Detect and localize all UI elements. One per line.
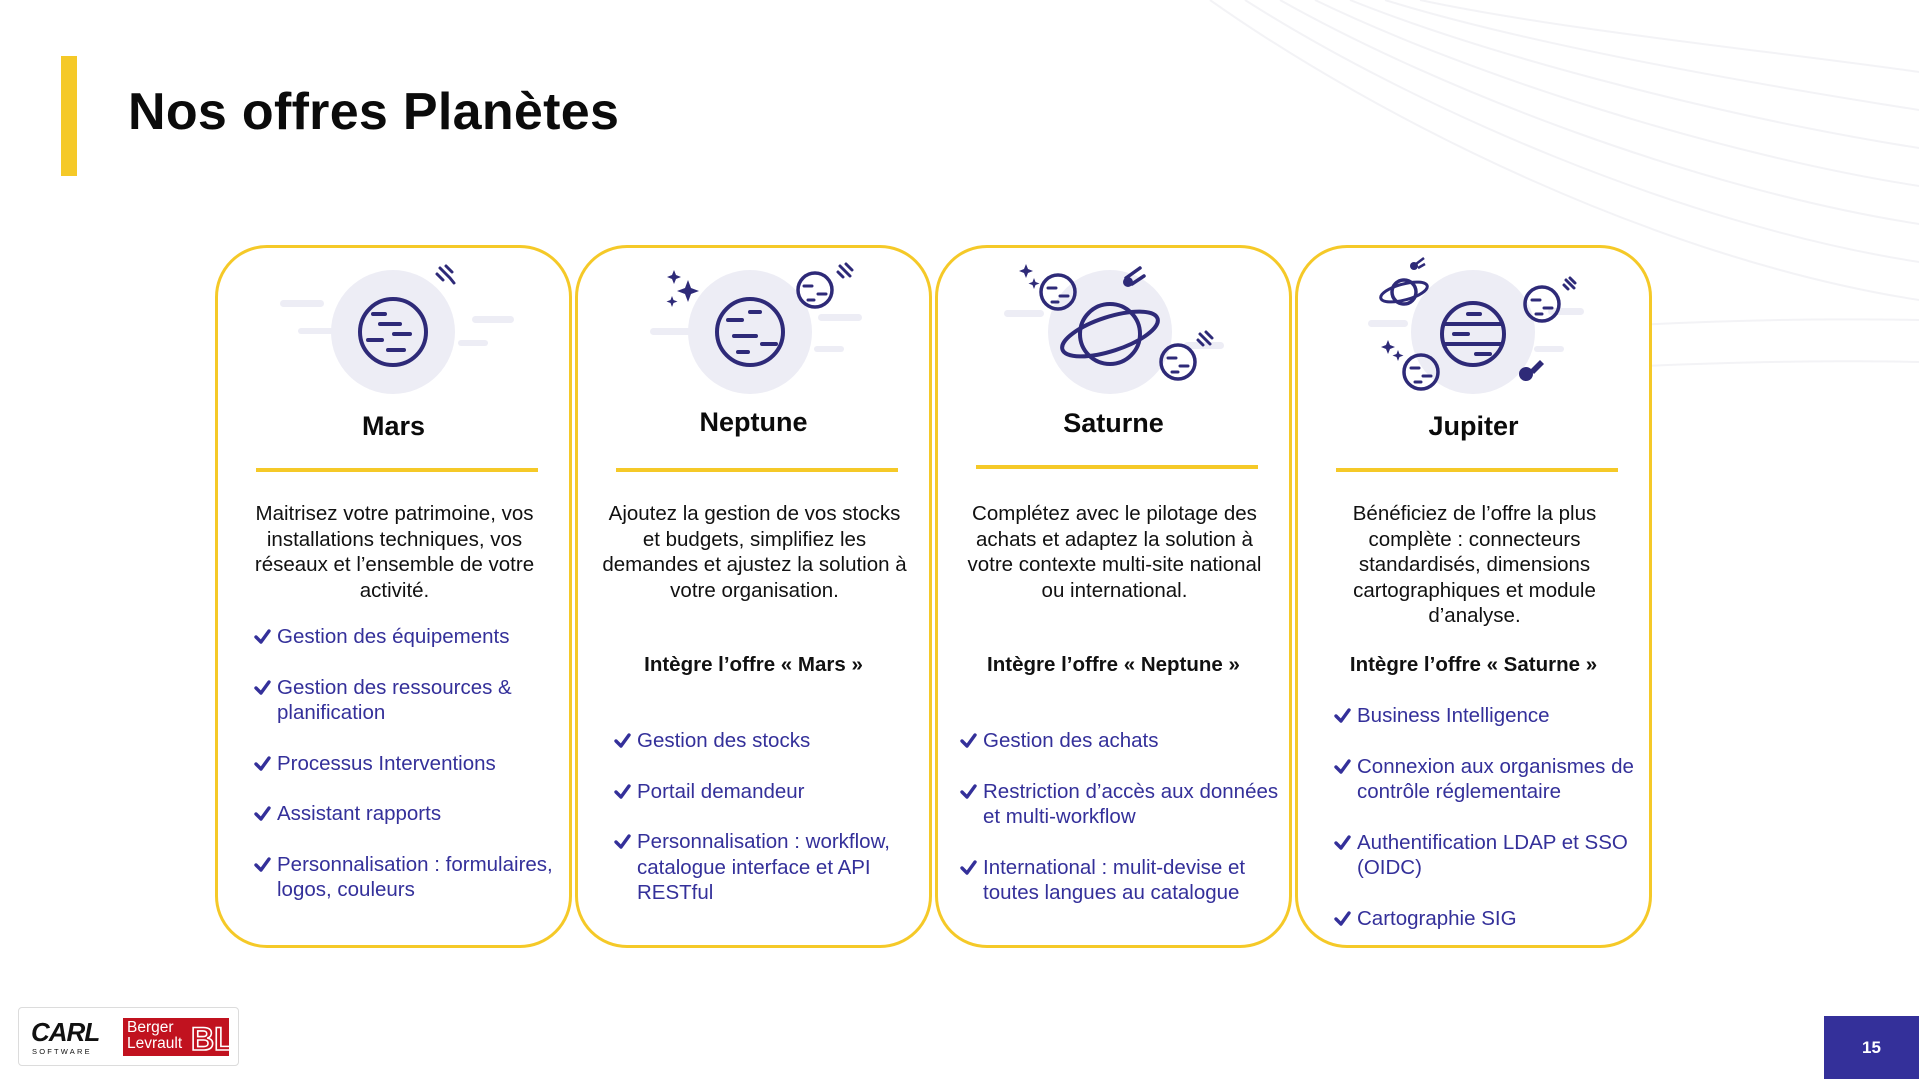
offer-card-saturne	[935, 245, 1292, 948]
check-icon	[960, 859, 977, 876]
feature-list	[254, 624, 554, 928]
card-description: Ajoutez la gestion de vos stocks et budgets, simplifiez les demandes et ajustez la solution à votre organisation.	[602, 502, 907, 602]
feature-item	[960, 728, 1280, 754]
check-icon	[614, 833, 631, 850]
card-title: Jupiter	[1428, 411, 1519, 441]
check-icon	[254, 755, 271, 772]
ringed-planet-icon	[938, 250, 1289, 400]
card-description: Complétez avec le pilotage des achats et adaptez la solution à votre contexte multi-site national ou international.	[967, 502, 1262, 602]
bl-monogram-icon	[189, 1018, 234, 1057]
feature-item	[1334, 754, 1634, 805]
check-icon	[254, 679, 271, 696]
page-title: Nos offres Planètes	[128, 83, 620, 141]
feature-label: Personnalisation : formulaires, logos, couleurs	[277, 852, 553, 901]
page-number: 15	[1862, 1038, 1881, 1057]
check-icon	[1334, 758, 1351, 775]
page-number-box	[1824, 1016, 1919, 1079]
check-icon	[1334, 707, 1351, 724]
planet-icon	[218, 250, 569, 400]
includes-note: Intègre l’offre « Mars »	[644, 653, 863, 676]
check-icon	[254, 628, 271, 645]
feature-label: Gestion des achats	[983, 729, 1159, 752]
feature-label: Assistant rapports	[277, 802, 442, 825]
feature-label: Business Intelligence	[1357, 704, 1550, 727]
feature-label: Gestion des équipements	[277, 625, 510, 648]
feature-label: Cartographie SIG	[1357, 906, 1517, 930]
includes-note: Intègre l’offre « Saturne »	[1349, 653, 1598, 676]
feature-item	[254, 801, 554, 827]
card-title: Saturne	[1063, 408, 1164, 438]
card-title: Mars	[361, 411, 426, 441]
planet-icon	[578, 250, 929, 400]
feature-item	[614, 829, 914, 906]
feature-list	[960, 728, 1280, 931]
feature-label: International : mulit-devise et toutes langues au catalogue	[983, 855, 1246, 904]
check-icon	[614, 783, 631, 800]
card-divider	[1336, 468, 1618, 472]
feature-item	[1334, 830, 1634, 881]
feature-list	[1334, 703, 1634, 956]
card-title: Neptune	[699, 407, 808, 437]
berger-levrault-logo	[123, 1018, 234, 1057]
planet-icon	[1298, 250, 1649, 400]
feature-item	[1334, 703, 1634, 729]
offer-card-neptune	[575, 245, 932, 948]
offer-card-jupiter	[1295, 245, 1652, 948]
feature-label: Restriction d’accès aux données et multi-workflow	[983, 779, 1279, 828]
company-logo	[18, 1007, 239, 1066]
feature-label: Authentification LDAP et SSO (OIDC)	[1357, 830, 1628, 879]
card-description: Bénéficiez de l’offre la plus complète : connecteurs standardisés, dimensions cartographiques et module d’analyse.	[1352, 502, 1597, 627]
partner-name: Berger Levrault	[127, 1019, 183, 1052]
feature-label: Gestion des stocks	[637, 729, 811, 752]
check-icon	[1334, 910, 1351, 927]
feature-item	[614, 779, 914, 805]
card-description: Maitrisez votre patrimoine, vos installations techniques, vos réseaux et l’ensemble de votre activité.	[254, 502, 535, 602]
check-icon	[254, 856, 271, 873]
feature-item	[614, 728, 914, 754]
carl-wordmark: CARL	[31, 1017, 100, 1047]
card-divider	[256, 468, 538, 472]
check-icon	[960, 783, 977, 800]
feature-item	[254, 852, 554, 903]
check-icon	[1334, 834, 1351, 851]
includes-note: Intègre l’offre « Neptune »	[987, 653, 1240, 676]
feature-item	[960, 855, 1280, 906]
feature-item	[254, 675, 554, 726]
feature-item	[254, 751, 554, 777]
feature-label: Processus Interventions	[277, 751, 496, 775]
card-divider	[616, 468, 898, 472]
feature-label: Personnalisation : workflow, catalogue interface et API RESTful	[637, 830, 890, 904]
offer-card-mars	[215, 245, 572, 948]
title-accent-bar	[61, 56, 77, 176]
check-icon	[960, 732, 977, 749]
carl-subtitle: SOFTWARE	[32, 1047, 92, 1056]
bl-monogram: BL	[191, 1021, 234, 1057]
check-icon	[254, 805, 271, 822]
feature-label: Connexion aux organismes de contrôle réglementaire	[1357, 754, 1634, 803]
feature-item	[960, 779, 1280, 830]
feature-list	[614, 728, 914, 931]
feature-item	[1334, 906, 1634, 932]
card-divider	[976, 465, 1258, 469]
feature-label: Portail demandeur	[637, 779, 805, 803]
check-icon	[614, 732, 631, 749]
feature-label: Gestion des ressources & planification	[277, 675, 512, 724]
feature-item	[254, 624, 554, 650]
